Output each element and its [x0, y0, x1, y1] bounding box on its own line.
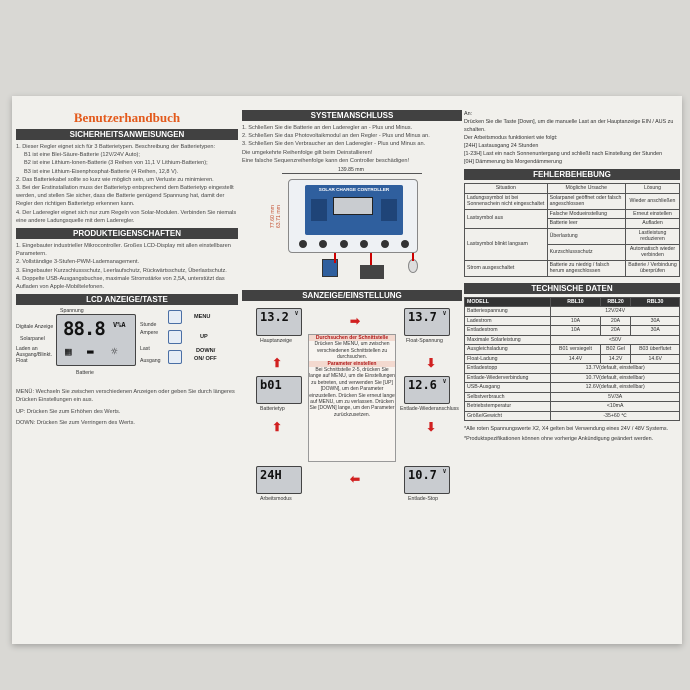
solar-panel-icon: ▦: [65, 345, 72, 359]
table-cell: Entlade-Wiederverbindung: [465, 373, 551, 383]
table-cell: <50V: [551, 335, 680, 345]
box2-text: Bei Schnittstelle 2-5, drücken Sie lange auf MENU, um die Einstellungen zu betreten, und verwenden Sie [UP] [DOWN], um den Parameter einzustellen. Drücken Sie erneut lange auf MENU, um zu verlassen. Drücken Sie [DOWN] lange, um den Parameter zurückzusetzen.: [309, 367, 395, 418]
step-3: 3. Schließen Sie den Verbraucher an den Laderegler - Plus und Minus an.: [242, 141, 426, 148]
arrow-right-icon: ➡: [350, 314, 361, 329]
product-item: 1. Eingebauter industrieller Mikrocontroller. Großes LCD-Display mit allen einstellbaren Parametern.: [16, 243, 231, 258]
step-1: 1. Schließen Sie die Batterie an den Laderegler an - Plus und Minus.: [242, 125, 413, 131]
box1-text: Drücken Sie MENU, um zwischen verschiedenen Schnittstellen zu durchsuchen.: [314, 341, 390, 361]
system-header: SYSTEMANSCHLUSS: [242, 110, 462, 121]
column-middle: [242, 96, 462, 540]
table-row: [465, 392, 680, 402]
label-laden: Laden an Ausgang/Blinkt. Float: [16, 346, 53, 365]
lcd-digits: 88.8: [63, 318, 105, 341]
screen-reconnect-value: 12.6: [408, 378, 437, 393]
bulb-icon: ☼: [111, 345, 118, 359]
table-header: RBL30: [631, 297, 680, 307]
intro-line: Der Arbeitsmodus funktioniert wie folgt:: [464, 135, 558, 141]
table-row: [465, 316, 680, 326]
wire: [412, 253, 414, 261]
up-button[interactable]: [168, 330, 182, 344]
table-cell: Erneut einstellen: [625, 209, 679, 219]
lcd-diagram: [16, 308, 238, 386]
table-cell: Strom ausgeschaltet: [465, 260, 548, 276]
dim-h1: 77.60 mm: [270, 205, 276, 229]
label-batterie: Batterie: [76, 370, 94, 377]
lcd-header: LCD ANZEIGE/TASTE: [16, 294, 238, 305]
table-header: Lösung: [625, 184, 679, 194]
column-left: [16, 96, 238, 427]
note-up: UP: Drücken Sie zum Erhöhen des Werts.: [16, 408, 121, 415]
tech-table: [464, 297, 680, 422]
safety-item: B1 ist eine Blei-Säure-Batterie (12V/24V Auto);: [24, 152, 140, 159]
down-label: DOWN/: [196, 348, 216, 355]
screen-reconnect-unit: V: [443, 379, 447, 386]
table-cell: Ladestrom: [465, 316, 551, 326]
table-cell: Wieder anschließen: [625, 193, 679, 209]
intro-line: Drücken Sie die Taste [Down], um die manuelle Last an der Hauptanzeige EIN / AUS zu schalten.: [464, 119, 674, 133]
footnote: *Produktspezifikationen können ohne vorherige Ankündigung geändert werden.: [464, 436, 654, 442]
device-lcd: [333, 197, 373, 215]
screen-battery-type-label: Batterietyp: [260, 406, 285, 413]
screen-float-label: Float-Spannung: [406, 338, 443, 345]
arrow-left-icon: ⬅: [350, 472, 361, 487]
table-cell: Batterie zu niedrig / falsch herum angeschlossen: [547, 260, 625, 276]
product-item: 2. Vollständige 3-Stufen-PWM-Lademanagement.: [16, 259, 140, 266]
intro-line: An:: [464, 111, 473, 117]
table-row: [465, 209, 680, 219]
lamp-icon: [408, 259, 418, 273]
table-cell: 12V/24V: [551, 307, 680, 317]
controller-diagram: [242, 165, 462, 287]
screen-battery-type: [256, 376, 302, 404]
screen-main-unit: V: [295, 311, 299, 318]
safety-item: 1. Dieser Regler eignet sich für 3 Batterietypen. Beschreibung der Batterietypen:: [16, 144, 215, 150]
screen-mode-value: 24H: [260, 468, 282, 483]
screen-reconnect-label: Entlade-Wiederanschluss: [400, 406, 459, 413]
product-header: PRODUKTEIGENSCHAFTEN: [16, 228, 238, 239]
table-cell: Größe/Gewicht: [465, 411, 551, 421]
table-cell: <10mA: [551, 402, 680, 412]
table-cell: 10A: [551, 316, 600, 326]
arrow-up-icon: ⬆: [272, 420, 283, 435]
controller-panel: [305, 185, 403, 235]
table-cell: 30A: [631, 326, 680, 336]
label-ampere: Ampere: [140, 330, 159, 337]
screen-mode-label: Arbeitsmodus: [260, 496, 292, 503]
screen-battery-type-value: b01: [260, 378, 282, 393]
table-row: [465, 364, 680, 374]
battery-icon: [360, 265, 384, 279]
battery-icon: ▬: [87, 345, 94, 359]
table-cell: Ausgleichsladung: [465, 345, 551, 355]
table-cell: Automatisch wieder verbinden: [625, 244, 679, 260]
product-item: 4. Doppelte USB-Ausgangsbuchse, maximale Stromstärke von 2,5A, unterstützt das Aufladen von Apple-Mobiltelefonen.: [16, 275, 225, 291]
table-cell: Batterie leer: [547, 219, 625, 229]
device-title: SOLAR CHARGE CONTROLLER: [318, 187, 390, 193]
table-cell: 10A: [551, 326, 600, 336]
screen-discharge-stop-label: Entlade-Stop: [408, 496, 438, 503]
table-row: [465, 297, 680, 307]
table-cell: Überlastung: [547, 228, 625, 244]
table-cell: Solarpanel geöffnet oder falsch angeschlossen: [547, 193, 625, 209]
table-row: [465, 193, 680, 209]
table-cell: B02 Gel: [600, 345, 631, 355]
screen-discharge-stop-unit: V: [443, 469, 447, 476]
table-cell: Maximale Solarleistung: [465, 335, 551, 345]
table-cell: 12.6V(default, einstellbar): [551, 383, 680, 393]
safety-item: B3 ist eine Lithium-Eisenphosphat-Batterie (4 Reihen, 12,8 V).: [24, 168, 179, 175]
screen-main: [256, 308, 302, 336]
table-cell: -35+60 ℃: [551, 411, 680, 421]
screen-reconnect: [404, 376, 450, 404]
wire: [370, 253, 372, 265]
device-buttons: [381, 199, 397, 221]
label-ausgang: Ausgang: [140, 358, 161, 365]
fault-header: FEHLERBEHEBUNG: [464, 169, 680, 180]
terminal-row: [299, 240, 409, 250]
table-cell: Ladungssymbol ist bei Sonnenschein nicht eingeschaltet: [465, 193, 548, 209]
table-header: Situation: [465, 184, 548, 194]
step-2: 2. Schließen Sie das Photovoltaikmodul an den Regler - Plus und Minus an.: [242, 133, 430, 140]
usb-ports: [311, 199, 327, 221]
table-cell: 14.4V: [551, 354, 600, 364]
up-label: UP: [200, 334, 208, 341]
note-menu: MENÜ: Wechseln Sie zwischen verschiedenen Anzeigen oder geben Sie durch längeres Drücken Einstellungen ein aus.: [16, 389, 235, 404]
dim-width: 139.85 mm: [338, 167, 364, 174]
table-cell: Falsche Modueinstellung: [547, 209, 625, 219]
table-cell: 10.7V(default, einstellbar): [551, 373, 680, 383]
screen-main-value: 13.2: [260, 310, 289, 325]
manual-title: Benutzerhandbuch: [73, 110, 181, 125]
table-cell: Batteriespannung: [465, 307, 551, 317]
safety-item: 4. Der Laderegler eignet sich nur zum Regeln von Solar-Modulen. Verbinden Sie niemals eine andere Ladungsquelle mit dem Laderegler.: [16, 209, 237, 224]
intro-line: [1-23H] Last ein nach Sonnenuntergang und schließt nach Einstellung der Stunden: [464, 151, 663, 157]
controller-body: [288, 179, 418, 253]
table-cell: 20A: [600, 326, 631, 336]
fault-table: [464, 183, 680, 277]
screen-float: [404, 308, 450, 336]
safety-header: SICHERHEITSANWEISUNGEN: [16, 129, 238, 140]
table-cell: B01 versiegelt: [551, 345, 600, 355]
table-cell: Batterie / Verbindung überprüfen: [625, 260, 679, 276]
safety-item: 2. Das Batteriekabel sollte so kurz wie möglich sein, um Verluste zu minimieren.: [16, 176, 214, 183]
table-cell: B03 überflutet: [631, 345, 680, 355]
product-item: 3. Eingebauter Kurzschlussschutz, Leerlaufschutz, Rückwärtsschutz, Überlastschutz.: [16, 267, 227, 274]
table-row: [465, 354, 680, 364]
table-cell: Lastsymbol aus: [465, 209, 548, 228]
table-header: RBL20: [600, 297, 631, 307]
arrow-up-icon: ⬆: [272, 356, 283, 371]
table-cell: Entladestopp: [465, 364, 551, 374]
table-row: [465, 184, 680, 194]
table-cell: Betriebstemperatur: [465, 402, 551, 412]
label-anzeige: Digitale Anzeige: [16, 324, 54, 331]
table-cell: USB-Ausgang: [465, 383, 551, 393]
safety-item: B2 ist eine Lithium-Ionen-Batterie (3 Reihen von 11,1 V Lithium-Batterien);: [24, 160, 208, 167]
arrow-down-icon: ⬇: [426, 356, 437, 371]
menu-label: MENU: [194, 314, 211, 321]
table-cell: Float-Ladung: [465, 354, 551, 364]
screen-float-unit: V: [443, 311, 447, 318]
column-right: [464, 96, 680, 443]
table-cell: Aufladen: [625, 219, 679, 229]
label-solar: Solarpanel: [20, 336, 45, 343]
lcd-screen: [56, 314, 136, 366]
label-last: Last: [140, 346, 150, 353]
table-row: [465, 335, 680, 345]
manual-sheet: [12, 96, 682, 644]
table-row: [465, 228, 680, 244]
table-header: RBL10: [551, 297, 600, 307]
table-header: Mögliche Ursache: [547, 184, 625, 194]
label-spannung: Spannung: [60, 308, 84, 315]
lcd-units: V%A: [113, 321, 126, 330]
table-row: [465, 402, 680, 412]
intro-line: [24H] Lastausgang 24 Stunden: [464, 143, 539, 149]
footnote: *Alle roten Spannungswerte X2, X4 gelten bei Verwendung eines 24V / 48V Systems.: [464, 426, 669, 432]
onoff-label: ON/ OFF: [194, 356, 217, 363]
table-cell: Kurzschlussschutz: [547, 244, 625, 260]
warning-reverse: Die umgekehrte Reihenfolge gilt beim Deinstallieren!: [242, 149, 373, 156]
table-header: MODELL: [465, 297, 551, 307]
dim-h2: 63.71 mm: [276, 205, 282, 229]
table-cell: 20A: [600, 316, 631, 326]
table-cell: Lastleistung reduzieren: [625, 228, 679, 244]
wire: [334, 253, 336, 263]
table-row: [465, 411, 680, 421]
table-cell: 5V/3A: [551, 392, 680, 402]
table-cell: 14.2V: [600, 354, 631, 364]
tech-header: TECHNISCHE DATEN: [464, 283, 680, 294]
intro-line: [0H] Dämmerung bis Morgendämmerung: [464, 159, 562, 165]
table-cell: Entladestrom: [465, 326, 551, 336]
table-row: [465, 307, 680, 317]
screen-discharge-stop-value: 10.7: [408, 468, 437, 483]
screen-mode: [256, 466, 302, 494]
table-row: [465, 345, 680, 355]
screen-main-label: Hauptanzeige: [260, 338, 293, 345]
screen-discharge-stop: [404, 466, 450, 494]
screen-float-value: 13.7: [408, 310, 437, 325]
arrow-down-icon: ⬇: [426, 420, 437, 435]
table-cell: Lastsymbol blinkt langsam: [465, 228, 548, 260]
table-row: [465, 326, 680, 336]
display-header: SANZEIGE/EINSTELLUNG: [242, 290, 462, 301]
down-button[interactable]: [168, 350, 182, 364]
instruction-box: [308, 334, 396, 462]
menu-button[interactable]: [168, 310, 182, 324]
label-stunde: Stunde: [140, 322, 157, 329]
note-down: DOWN: Drücken Sie zum Verringern des Werts.: [16, 419, 135, 426]
table-cell: 30A: [631, 316, 680, 326]
table-row: [465, 383, 680, 393]
table-cell: Selbstverbrauch: [465, 392, 551, 402]
table-cell: 14.6V: [631, 354, 680, 364]
safety-item: 3. Bei der Erstinstallation muss der Batterietyp entsprechend dem Batterietyp eingestellt werden, und stellen Sie sicher, dass die Batterie genügend Spannung hat, damit der Regler den richtigen Batterietyp erkennen kann.: [16, 185, 234, 208]
table-cell: 13.7V(default, einstellbar): [551, 364, 680, 374]
table-row: [465, 373, 680, 383]
box1-head: Durchsuchen der Schnittstelle: [309, 335, 395, 341]
table-row: [465, 260, 680, 276]
box2-head: Parameter einstellen: [309, 361, 395, 367]
dim-line: [282, 173, 422, 174]
display-flow: [242, 304, 462, 540]
warning-sequence: Eine falsche Sequenzreihenfolge kann den Controller beschädigen!: [242, 157, 409, 164]
